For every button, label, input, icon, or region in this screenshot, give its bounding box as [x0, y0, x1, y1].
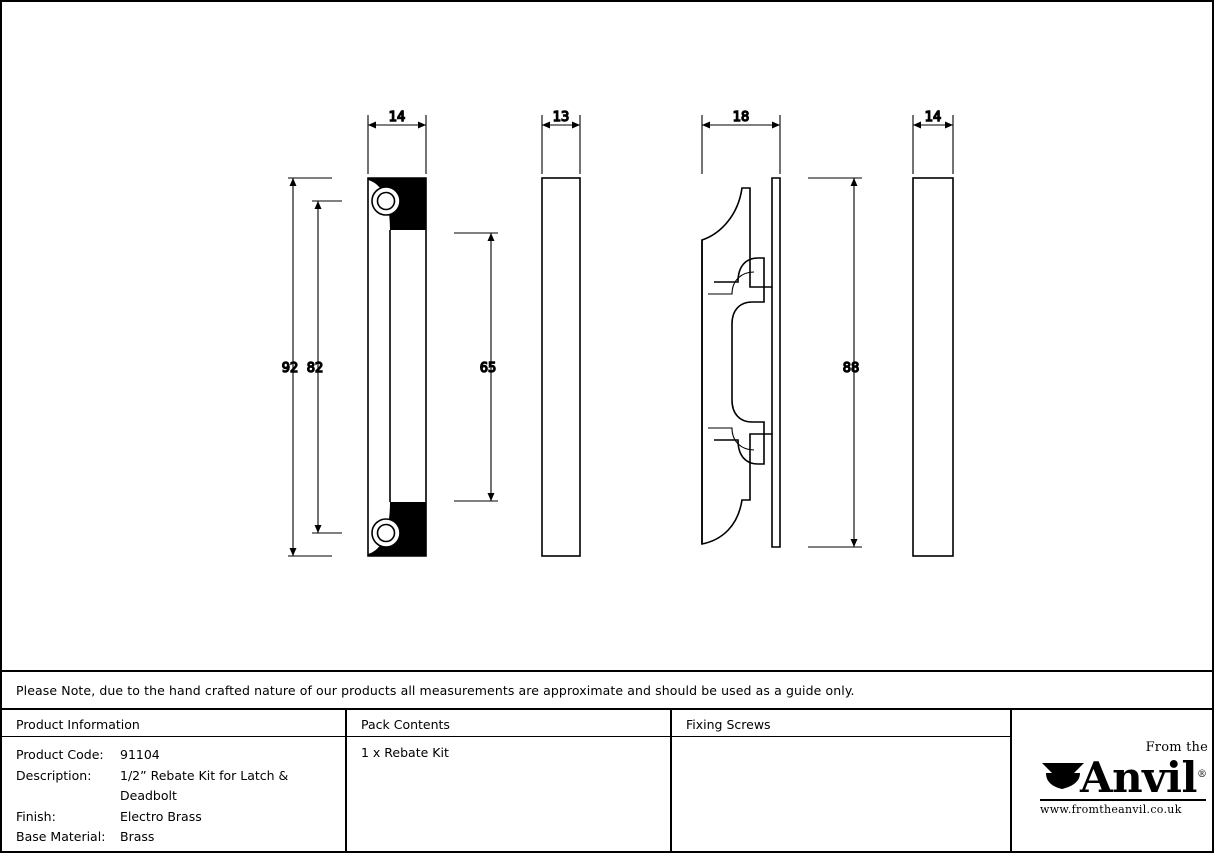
description-value: 1/2” Rebate Kit for Latch & Deadbolt: [120, 767, 289, 803]
measurement-note: Please Note, due to the hand crafted nature of our products all measurements are approximate and should be used as a guide only.: [16, 682, 855, 698]
pack-contents-column: [347, 710, 672, 851]
base-material-value: Brass: [120, 829, 155, 844]
logo: [1012, 710, 1212, 851]
fixing-screws-header: Fixing Screws: [686, 717, 771, 732]
column-header-rule: [2, 736, 345, 737]
measurement-note-band: [2, 670, 1212, 708]
product-information-column: [2, 710, 347, 851]
product-information-body: [2, 735, 345, 848]
spec-table: [2, 708, 1212, 851]
column-header-rule: [672, 736, 1010, 737]
product-code-label: Product Code:: [16, 747, 104, 762]
svg-text:14: 14: [388, 110, 406, 125]
logo-brand-text: Anvil: [1080, 753, 1197, 802]
logo-registered-mark: ®: [1196, 769, 1207, 780]
description-row: [16, 766, 345, 807]
view-side-strip-2: [913, 178, 953, 556]
fixing-screws-column: [672, 710, 1012, 851]
anvil-icon: [1040, 759, 1086, 793]
column-header-rule: [347, 736, 670, 737]
logo-wordmark: [1040, 753, 1208, 802]
product-information-header: Product Information: [16, 717, 140, 732]
svg-text:82: 82: [306, 361, 324, 376]
logo-from-the-text: From the: [1145, 740, 1208, 755]
finish-value: Electro Brass: [120, 808, 202, 824]
pack-contents-header: Pack Contents: [361, 717, 450, 732]
svg-text:65: 65: [479, 361, 497, 376]
technical-drawing-area: [2, 2, 1212, 670]
finish-label: Finish:: [16, 808, 56, 824]
base-material-row: [16, 827, 345, 848]
view-profile-block: [702, 178, 780, 547]
finish-row: [16, 807, 345, 828]
svg-text:13: 13: [552, 110, 570, 125]
brand-logo-column: [1012, 710, 1212, 851]
svg-text:88: 88: [842, 361, 860, 376]
svg-text:92: 92: [281, 361, 299, 376]
base-material-label: Base Material:: [16, 829, 106, 844]
pack-contents-item: 1 x Rebate Kit: [361, 745, 449, 760]
svg-text:14: 14: [924, 110, 942, 125]
product-code-value: 91104: [120, 747, 160, 762]
pack-contents-body: [347, 735, 670, 760]
svg-text:18: 18: [732, 110, 750, 125]
product-code-row: [16, 745, 345, 766]
view-front-plate: [368, 178, 426, 556]
description-label: Description:: [16, 767, 92, 783]
logo-url: www.fromtheanvil.co.uk: [1040, 802, 1182, 816]
view-side-strip-1: [542, 178, 580, 556]
